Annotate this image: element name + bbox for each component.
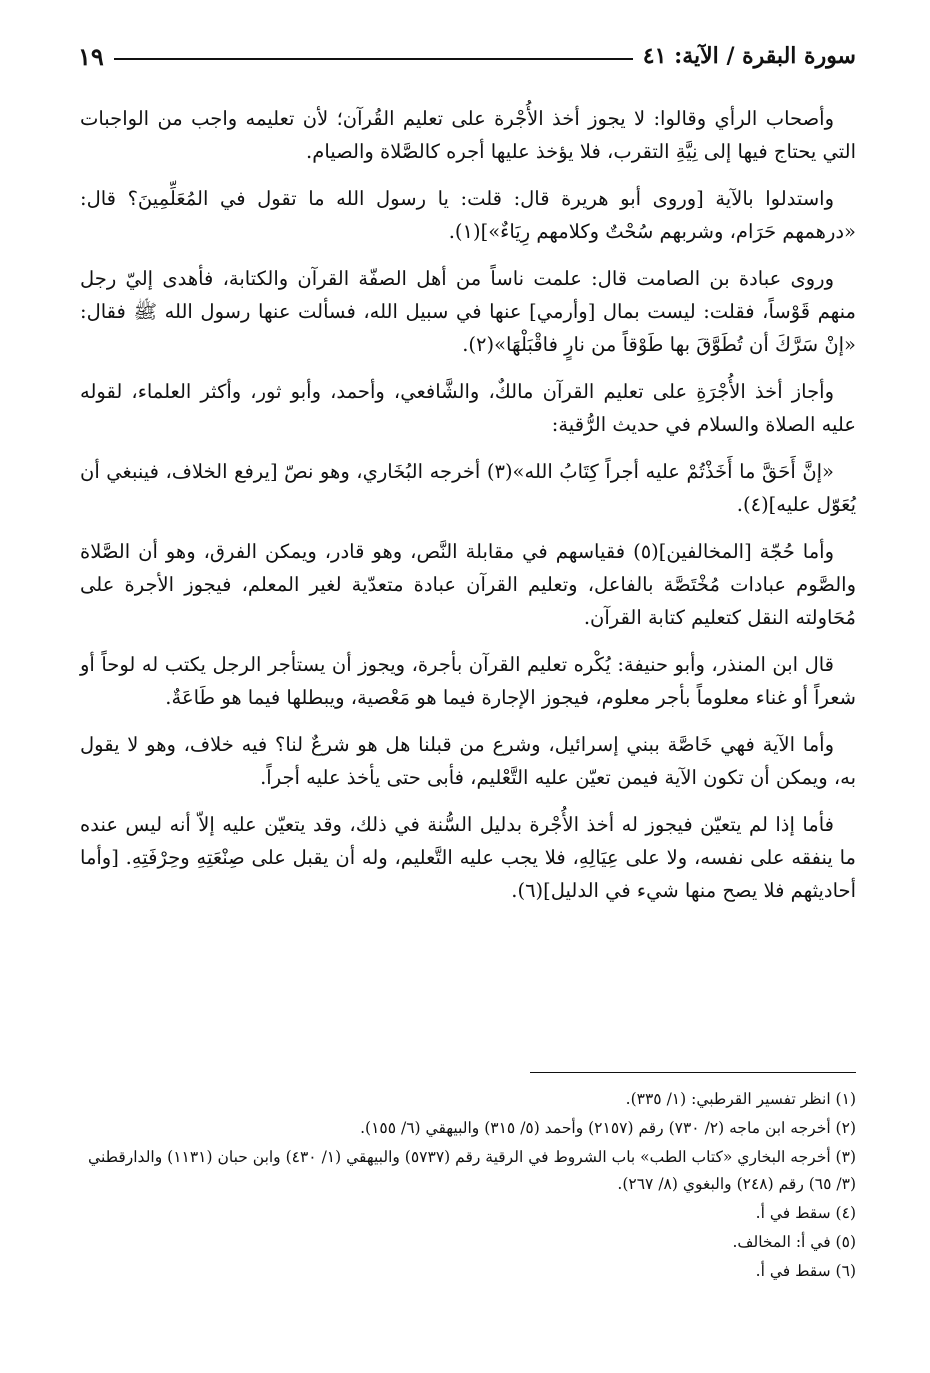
footnotes <box>80 1086 856 1287</box>
footnote: (١) انظر تفسير القرطبي: (١/ ٣٣٥). <box>625 1090 856 1108</box>
header-title: سورة البقرة / الآية: ٤١ <box>642 43 856 69</box>
main-text <box>80 102 856 921</box>
page-number: ١٩ <box>78 41 104 71</box>
footnote: (٤) سقط في أ. <box>755 1204 856 1222</box>
footnote: (٦) سقط في أ. <box>755 1262 856 1280</box>
paragraph: واستدلوا بالآية [وروى أبو هريرة قال: قلت: يا رسول الله ما تقول في المُعَلِّمِينَ؟ قال: «درهمهم حَرَام، وشربهم سُحْتٌ وكلامهم رِيَاءٌ»](١). <box>80 187 856 243</box>
paragraph: وأصحاب الرأي وقالوا: لا يجوز أخذ الأُجْرة على تعليم القُرآن؛ لأن تعليمه واجب من الواجبات التي يحتاج فيها إلى نِيَّةِ التقرب، فلا يؤخذ عليها أجره كالصَّلاة والصيام. <box>80 107 856 163</box>
paragraph: وروى عبادة بن الصامت قال: علمت ناساً من أهل الصفّة القرآن والكتابة، فأهدى إليّ رجل منهم قَوْساً، فقلت: ليست بمال [وأرمي] عنها في سبيل الله، فسألت عنها رسول الله ﷺ فقال: «إنْ سَرَّكَ أن تُطَوَّقَ بها طَوْقاً من نارٍ فاقْبَلْهَا»(٢). <box>80 267 856 356</box>
footnote: (٥) في أ: المخالف. <box>732 1233 856 1251</box>
footnote: (٢) أخرجه ابن ماجه (٢/ ٧٣٠) رقم (٢١٥٧) وأحمد (٥/ ٣١٥) والبيهقي (٦/ ١٥٥). <box>360 1119 856 1137</box>
paragraph: وأجاز أخذ الأُجْرَةِ على تعليم القرآن مالكٌ، والشَّافعي، وأحمد، وأبو ثور، وأكثر العلماء، لقوله عليه الصلاة والسلام في حديث الرُّقية: <box>80 380 856 436</box>
paragraph: «إنَّ أَحَقَّ ما أَخَذْتُمْ عليه أجراً كِتَابُ الله»(٣) أخرجه البُخَاري، وهو نصّ [يرفع الخلاف، فينبغي أن يُعَوّل عليه](٤). <box>80 460 856 516</box>
running-header <box>78 34 856 78</box>
footnote-separator <box>530 1072 856 1073</box>
footnote: (٣) أخرجه البخاري «كتاب الطب» باب الشروط في الرقية رقم (٥٧٣٧) والبيهقي (١/ ٤٣٠) وابن حبان (١١٣١) والدارقطني (٣/ ٦٥) رقم (٢٤٨) والبغوي (٨/ ٢٦٧). <box>88 1148 856 1193</box>
header-rule <box>114 58 633 60</box>
paragraph: وأما الآية فهي خَاصَّة ببني إسرائيل، وشرع من قبلنا هل هو شرعٌ لنا؟ فيه خلاف، وهو لا يقول به، ويمكن أن تكون الآية فيمن تعيّن عليه التَّعْليم، فأبى حتى يأخذ عليه أجراً. <box>80 733 856 789</box>
paragraph: وأما حُجّة [المخالفين](٥) فقياسهم في مقابلة النَّص، وهو قادر، ويمكن الفرق، وهو أن الصَّلاة والصَّوم عبادات مُخْتَصَّة بالفاعل، وتعليم القرآن عبادة متعدّية لغير المعلم، فيجوز الأجرة على مُحَاولته النقل كتعليم كتابة القرآن. <box>80 540 856 629</box>
paragraph: قال ابن المنذر، وأبو حنيفة: يُكْره تعليم القرآن بأجرة، ويجوز أن يستأجر الرجل يكتب له لوحاً أو شعراً أو غناء معلوماً بأجر معلوم، فيجوز الإجارة فيما هو مَعْصية، ويبطلها فيما هو طَاعَةٌ. <box>80 653 856 709</box>
paragraph: فأما إذا لم يتعيّن فيجوز له أخذ الأُجْرة بدليل السُّنة في ذلك، وقد يتعيّن عليه إلاّ أنه ليس عنده ما ينفقه على نفسه، ولا على عِيَالِهِ، فلا يجب عليه التَّعليم، وله أن يقبل على صِنْعَتِهِ وحِرْفَتِهِ. [وأما أحاديثهم فلا يصح منها شيء في الدليل](٦). <box>80 813 856 902</box>
